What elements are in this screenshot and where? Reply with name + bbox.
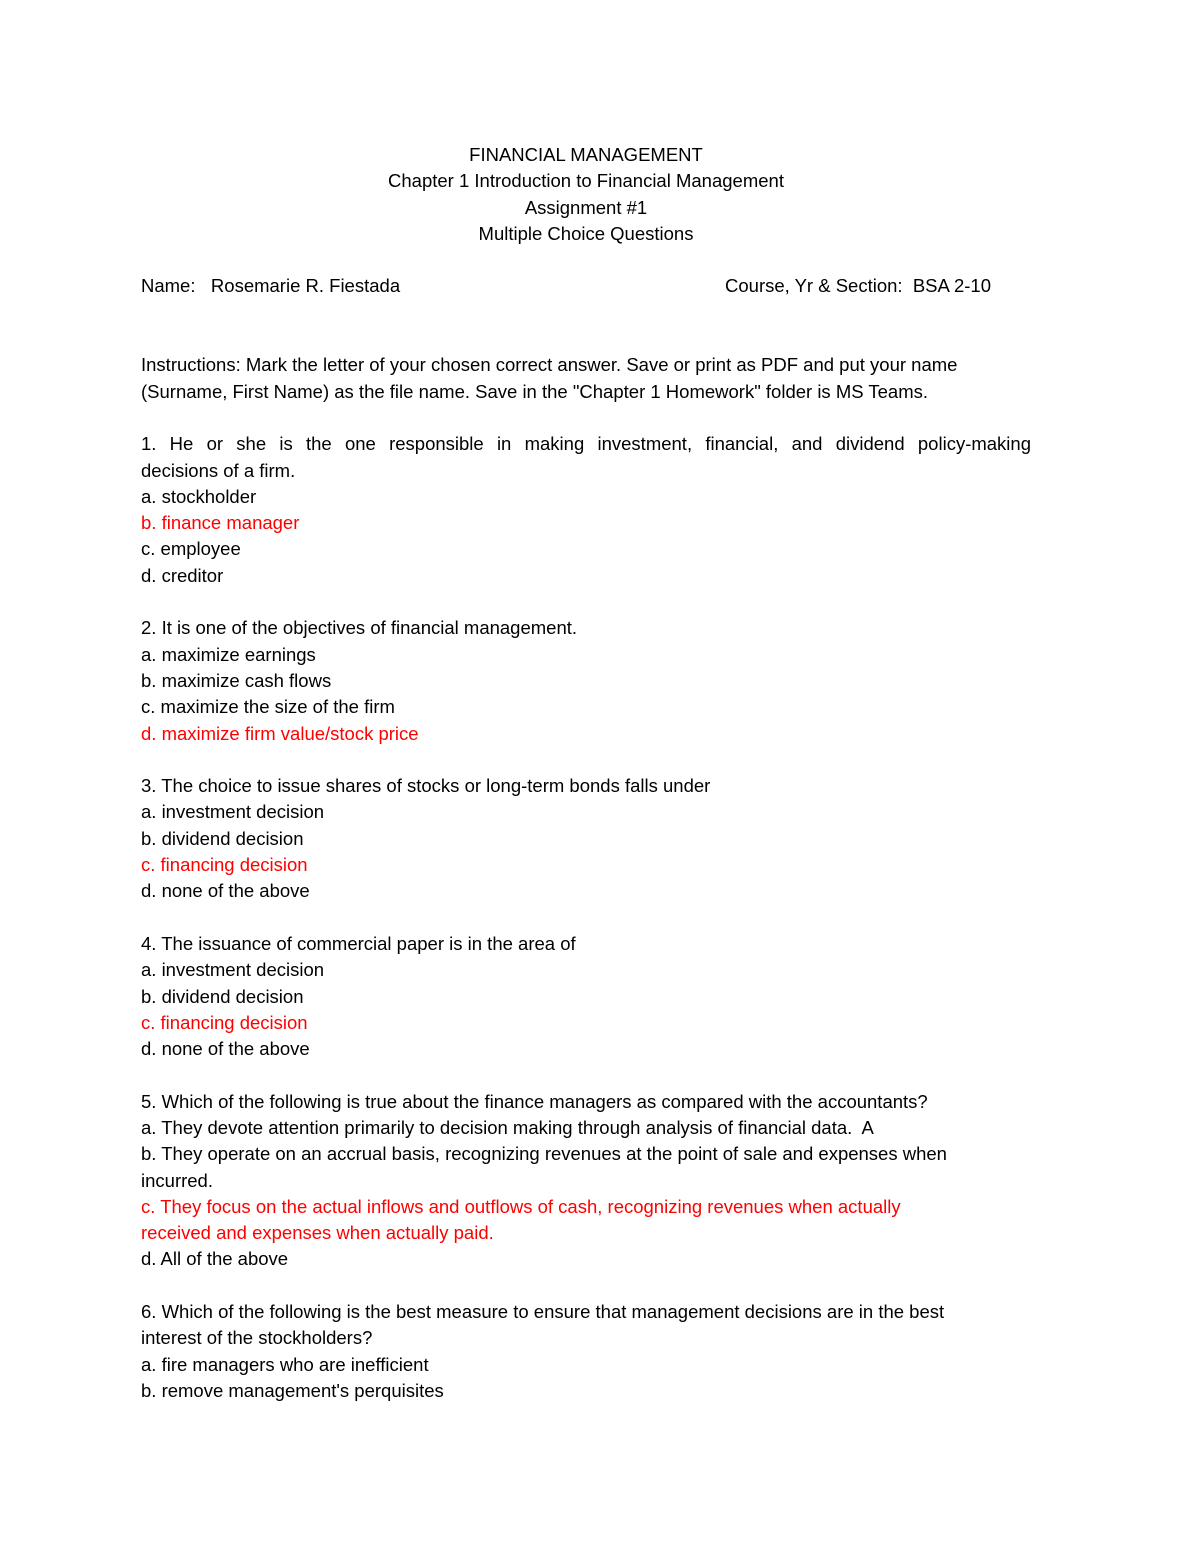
option-c: c. employee: [141, 538, 241, 560]
option-b: b. dividend decision: [141, 827, 304, 849]
spacer: [141, 905, 1031, 931]
student-name: [141, 273, 400, 299]
option-d: d. All of the above: [141, 1248, 289, 1270]
option-b: b. dividend decision: [141, 985, 304, 1007]
option-b: b. They operate on an accrual basis, recognizing revenues at the point of sale and expenses when: [141, 1143, 947, 1165]
option-c-selected-answer: c. financing decision: [141, 1011, 308, 1033]
assignment-title: Assignment #1: [524, 196, 648, 218]
option-c: c. maximize the size of the firm: [141, 696, 395, 718]
option-b: b. remove management's perquisites: [141, 1379, 444, 1401]
spacer: [141, 747, 1031, 773]
question-3: [141, 773, 1031, 904]
option-b-continued: incurred.: [141, 1169, 213, 1191]
option-a: a. investment decision: [141, 959, 325, 981]
document-header: [141, 142, 1031, 247]
question-4: [141, 931, 1031, 1062]
spacer: [141, 1062, 1031, 1088]
spacer: [141, 300, 1031, 326]
option-a: a. They devote attention primarily to decision making through analysis of financial data. A: [141, 1116, 874, 1138]
option-a: a. stockholder: [141, 485, 257, 507]
course-label: Course, Yr & Section:: [725, 275, 903, 297]
question-stem: 1. He or she is the one responsible in making investment, financial, and dividend policy-making: [141, 433, 1031, 455]
instructions: [141, 352, 1031, 405]
option-a: a. fire managers who are inefficient: [141, 1353, 429, 1375]
question-6: [141, 1299, 1031, 1404]
option-d: d. none of the above: [141, 1038, 310, 1060]
student-course: [725, 273, 991, 299]
option-b-selected-answer: b. finance manager: [141, 512, 300, 534]
question-type-title: Multiple Choice Questions: [478, 222, 694, 244]
document-content: [141, 142, 1031, 1404]
question-5: [141, 1089, 1031, 1273]
question-stem: 3. The choice to issue shares of stocks or long-term bonds falls under: [141, 775, 711, 797]
spacer: [141, 589, 1031, 615]
spacer: [141, 326, 1031, 352]
course-value: BSA 2-10: [912, 275, 992, 297]
option-c-selected-answer: c. They focus on the actual inflows and outflows of cash, recognizing revenues when actually: [141, 1195, 901, 1217]
chapter-title: Chapter 1 Introduction to Financial Management: [388, 170, 784, 192]
question-stem: 4. The issuance of commercial paper is in the area of: [141, 932, 576, 954]
question-1: [141, 431, 1031, 589]
spacer: [141, 405, 1031, 431]
instructions-line: (Surname, First Name) as the file name. Save in the "Chapter 1 Homework" folder is MS Teams.: [141, 380, 929, 402]
instructions-line: Instructions: Mark the letter of your chosen correct answer. Save or print as PDF and put your name: [141, 354, 958, 376]
option-c-selected-answer-continued: received and expenses when actually paid.: [141, 1222, 494, 1244]
name-value: Rosemarie R. Fiestada: [210, 275, 401, 297]
option-c-selected-answer: c. financing decision: [141, 854, 308, 876]
question-stem: decisions of a firm.: [141, 459, 296, 481]
spacer: [141, 247, 1031, 273]
spacer: [141, 1273, 1031, 1299]
question-stem: 6. Which of the following is the best measure to ensure that management decisions are in the best: [141, 1301, 945, 1323]
question-stem: 5. Which of the following is true about the finance managers as compared with the accountants?: [141, 1090, 928, 1112]
option-d: d. none of the above: [141, 880, 310, 902]
student-info-row: [141, 273, 1031, 299]
option-d: d. creditor: [141, 564, 224, 586]
name-label: Name:: [141, 275, 196, 297]
question-stem: 2. It is one of the objectives of financial management.: [141, 617, 578, 639]
option-d-selected-answer: d. maximize firm value/stock price: [141, 722, 419, 744]
option-a: a. investment decision: [141, 801, 325, 823]
question-stem: interest of the stockholders?: [141, 1327, 373, 1349]
option-a: a. maximize earnings: [141, 643, 316, 665]
course-subject-title: FINANCIAL MANAGEMENT: [469, 144, 703, 165]
option-b: b. maximize cash flows: [141, 669, 332, 691]
question-2: [141, 615, 1031, 746]
